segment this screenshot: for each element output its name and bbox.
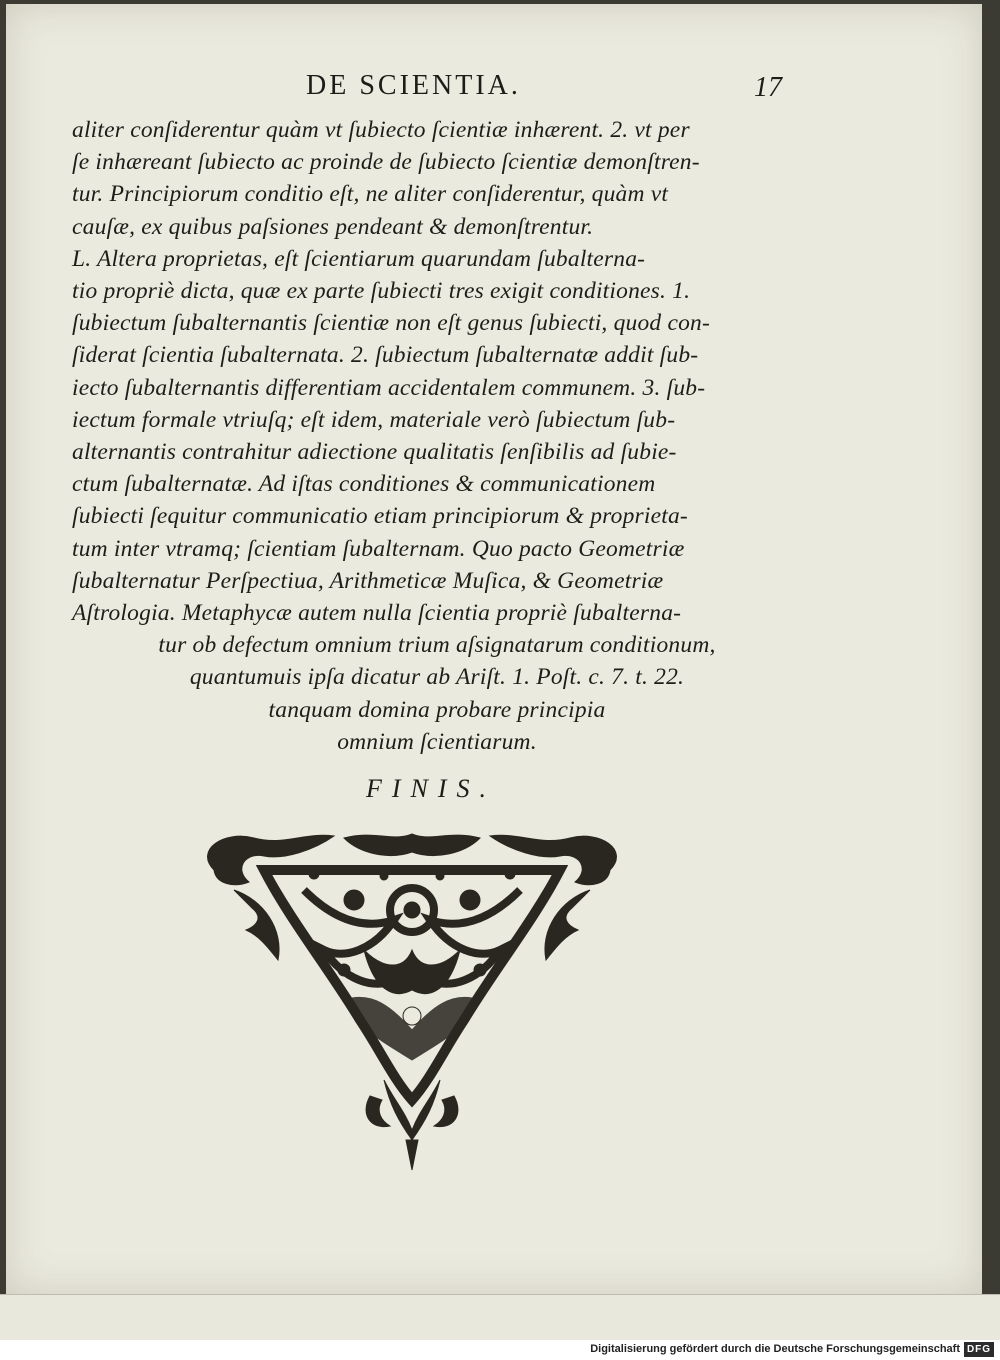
centered-line: quantumuis ipſa dicatur ab Ariſt. 1. Poſt. c. 7. t. 22. [189,664,685,691]
book-page [6,4,982,1294]
centered-line: omnium ſcientiarum. [337,728,537,755]
ornament-tailpiece [194,830,630,1174]
text-line: aliter conſiderentur quàm vt ſubiecto ſcientiæ inhærent. 2. vt per [72,117,690,143]
text-line: cauſæ, ex quibus paſsiones pendeant & demonſtrentur. [72,213,594,240]
running-head-title: DE SCIENTIA. [306,70,521,101]
text-line: L. Altera proprietas, eſt ſcientiarum quarundam ſubalterna- [72,245,646,272]
text-line: alternantis contrahitur adiectione qualitatis ſenſibilis ad ſubie- [72,439,677,466]
centered-line: tanquam domina probare principia [268,696,606,723]
text-line: tio propriè dicta, quæ ex parte ſubiecti tres exigit conditiones. 1. [72,278,691,305]
text-line: iectum formale vtriuſq; eſt idem, materiale verò ſubiectum ſub- [72,406,676,433]
footer-credit: Digitalisierung gefördert durch die Deutsche Forschungsgemeinschaft [590,1343,960,1355]
text-line: tur. Principiorum conditio eſt, ne aliter conſiderentur, quàm vt [72,181,669,208]
text-line: ſubalternatur Perſpectiua, Arithmeticæ Muſica, & Geometriæ [72,567,664,594]
footer [0,1340,1000,1360]
text-line: ſubiecti ſequitur communicatio etiam principiorum & proprieta- [72,503,688,530]
text-line: tum inter vtramq; ſcientiam ſubalternam. Quo pacto Geometriæ [72,535,685,562]
running-head [6,66,982,106]
finis-heading: FINIS. [365,774,497,803]
text-line: tur ob defectum omnium trium aſsignatarum conditionum, [158,632,716,659]
text-line: Aſtrologia. Metaphycæ autem nulla ſcientia propriè ſubalterna- [72,600,682,627]
body-text [72,114,802,758]
page-number: 17 [754,72,782,103]
dfg-logo: DFG [964,1342,994,1357]
page-edge [0,1294,1000,1341]
text-line: iecto ſubalternantis differentiam accidentalem communem. 3. ſub- [72,374,706,401]
text-line: ſe inhæreant ſubiecto ac proinde de ſubiecto ſcientiæ demonſtren- [72,149,700,176]
text-line: ſiderat ſcientia ſubalternata. 2. ſubiectum ſubalternatæ addit ſub- [72,342,699,369]
text-line: ctum ſubalternatæ. Ad iſtas conditiones & communicationem [72,471,656,498]
text-line: ſubiectum ſubalternantis ſcientiæ non eſt genus ſubiecti, quod con- [72,310,711,337]
